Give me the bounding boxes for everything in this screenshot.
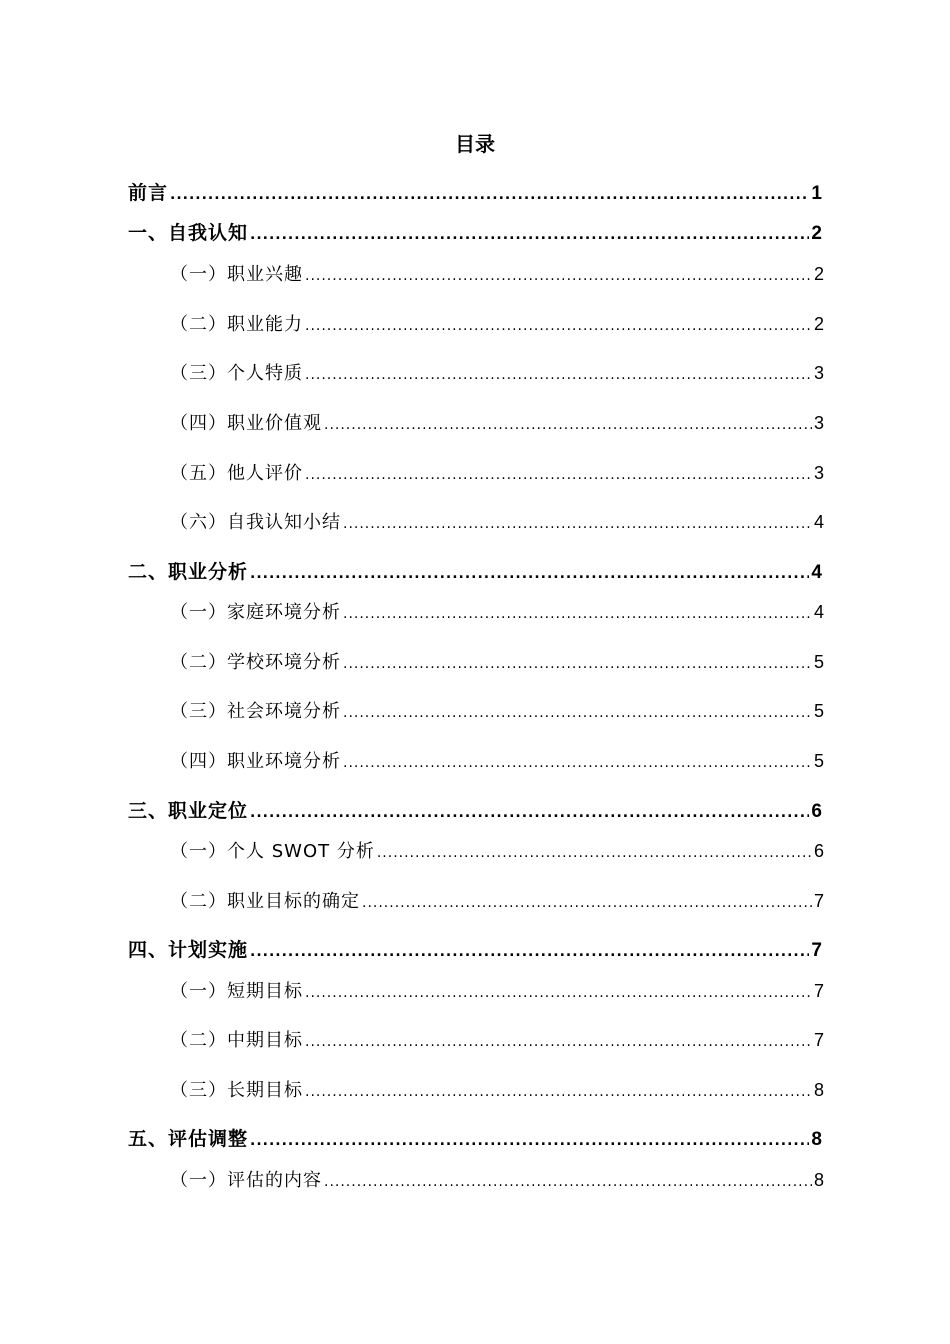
toc-page-number: 8	[813, 1170, 824, 1190]
toc-page-number: 2	[813, 314, 824, 334]
toc-entry-label: （二）学校环境分析	[170, 652, 341, 673]
toc-entry-section[interactable]	[170, 977, 824, 1005]
toc-page-number: 4	[813, 602, 824, 622]
toc-entry-label: 二、职业分析	[128, 561, 249, 583]
toc-entry-chapter-4[interactable]	[128, 936, 822, 964]
toc-entry-chapter-3[interactable]	[128, 797, 822, 825]
toc-page-number: 7	[813, 891, 824, 911]
toc-entry-section[interactable]	[170, 1076, 824, 1104]
dot-leader	[305, 1028, 812, 1056]
toc-entry-section[interactable]	[170, 747, 824, 775]
toc-entry-section[interactable]	[170, 310, 824, 338]
toc-page-number: 4	[813, 512, 824, 532]
toc-entry-section[interactable]	[170, 887, 824, 915]
toc-entry-label: （一）评估的内容	[170, 1170, 322, 1191]
toc-page-number: 8	[813, 1080, 824, 1100]
toc-page-number: 7	[813, 981, 824, 1001]
toc-entry-label: （四）职业环境分析	[170, 751, 341, 772]
toc-page-number: 1	[811, 183, 822, 204]
toc-entry-label: （二）职业目标的确定	[170, 891, 360, 912]
dot-leader	[250, 560, 809, 588]
dot-leader	[324, 1168, 812, 1196]
dot-leader	[343, 699, 812, 727]
dot-leader	[305, 312, 812, 340]
toc-entry-section[interactable]	[170, 459, 824, 487]
toc-entry-label: （一）家庭环境分析	[170, 602, 341, 623]
toc-entry-section[interactable]	[170, 648, 824, 676]
toc-entry-section[interactable]	[170, 837, 824, 865]
toc-entry-label: （四）职业价值观	[170, 413, 322, 434]
toc-page-number: 7	[813, 1030, 824, 1050]
dot-leader	[362, 889, 812, 917]
toc-entry-label: （三）长期目标	[170, 1080, 303, 1101]
toc-entry-label: （三）个人特质	[170, 363, 303, 384]
page-title: 目录	[455, 132, 495, 156]
toc-entry-label: （二）职业能力	[170, 314, 303, 335]
toc-page-number: 2	[813, 264, 824, 284]
toc-entry-label: （二）中期目标	[170, 1030, 303, 1051]
toc-page-number: 5	[813, 652, 824, 672]
dot-leader	[250, 938, 809, 966]
toc-entry-label: （三）社会环境分析	[170, 701, 341, 722]
dot-leader	[250, 221, 809, 249]
toc-entry-label: 三、职业定位	[128, 800, 249, 822]
toc-entry-label: （五）他人评价	[170, 463, 303, 484]
dot-leader	[305, 979, 812, 1007]
dot-leader	[250, 799, 809, 827]
toc-entry-section[interactable]	[170, 1026, 824, 1054]
dot-leader	[377, 839, 812, 867]
dot-leader	[305, 461, 812, 489]
toc-entry-section[interactable]	[170, 598, 824, 626]
toc-page-number: 5	[813, 701, 824, 721]
toc-entry-section[interactable]	[170, 359, 824, 387]
toc-page-number: 4	[811, 562, 822, 583]
dot-leader	[305, 361, 812, 389]
toc-page-number: 3	[813, 413, 824, 433]
toc-page-number: 5	[813, 751, 824, 771]
toc-entry-section[interactable]	[170, 508, 824, 536]
toc-entry-label: 四、计划实施	[128, 939, 249, 961]
toc-entry-preface[interactable]	[128, 179, 822, 207]
toc-entry-label: 五、评估调整	[128, 1128, 249, 1150]
dot-leader	[343, 650, 812, 678]
dot-leader	[343, 510, 812, 538]
toc-entry-section[interactable]	[170, 697, 824, 725]
toc-entry-label: 一、自我认知	[128, 222, 249, 244]
toc-entry-section[interactable]	[170, 260, 824, 288]
toc-entry-label: （六）自我认知小结	[170, 512, 341, 533]
toc-entry-section[interactable]	[170, 1166, 824, 1194]
dot-leader	[305, 262, 812, 290]
toc-page-number: 6	[813, 841, 824, 861]
toc-entry-section[interactable]	[170, 409, 824, 437]
dot-leader	[250, 1127, 809, 1155]
toc-page-number: 6	[811, 801, 822, 822]
toc-page-number: 7	[811, 940, 822, 961]
toc-entry-chapter-1[interactable]	[128, 219, 822, 247]
dot-leader	[343, 600, 812, 628]
toc-entry-label: （一）短期目标	[170, 981, 303, 1002]
toc-entry-chapter-5[interactable]	[128, 1125, 822, 1153]
dot-leader	[305, 1078, 812, 1106]
toc-entry-label: （一）个人 SWOT 分析	[170, 841, 375, 862]
toc-entry-label: 前言	[128, 182, 169, 204]
toc-page-number: 3	[813, 463, 824, 483]
toc-entry-chapter-2[interactable]	[128, 558, 822, 586]
toc-entry-label: （一）职业兴趣	[170, 264, 303, 285]
toc-page-number: 2	[811, 223, 822, 244]
dot-leader	[343, 749, 812, 777]
dot-leader	[324, 411, 812, 439]
toc-page-number: 8	[811, 1129, 822, 1150]
dot-leader	[170, 181, 809, 209]
toc-page-number: 3	[813, 363, 824, 383]
